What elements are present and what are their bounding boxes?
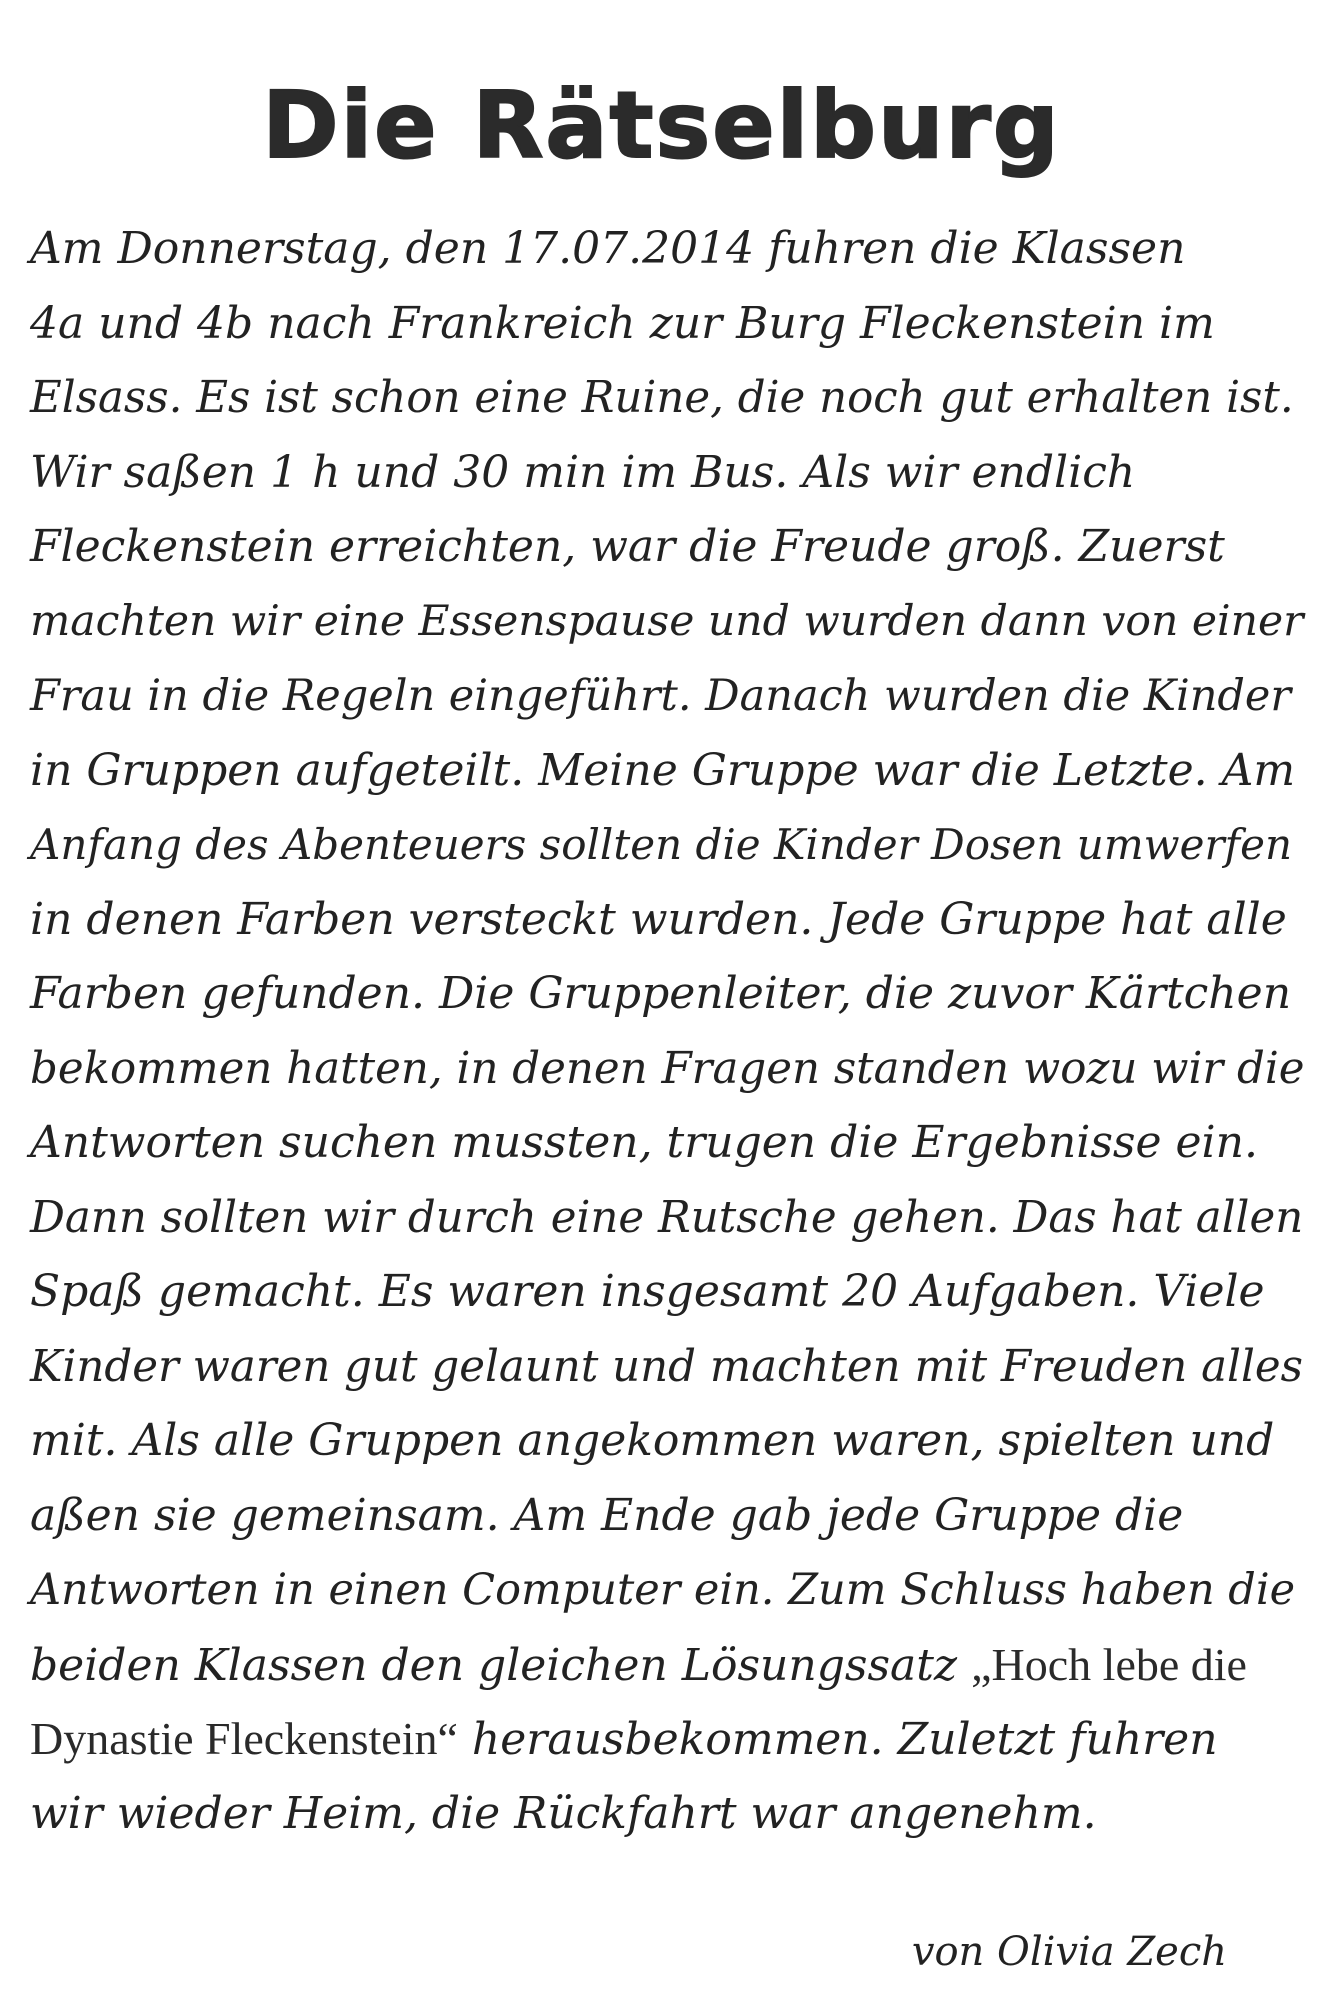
text-line: in Gruppen aufgeteilt. Meine Gruppe war die Letzte. Am [30,744,1296,796]
text-line: Frau in die Regeln eingeführt. Danach wurden die Kinder [30,671,1291,721]
line-text-segment: herausbekommen. Zuletzt fuhren [457,1714,1218,1765]
text-line: Kinder waren gut gelaunt und machten mit Freuden alles [30,1341,1303,1392]
text-line: Antworten suchen mussten, trugen die Ergebnisse ein. [30,1117,1258,1168]
text-line: Farben gefunden. Die Gruppenleiter, die zuvor Kärtchen [30,968,1292,1019]
quoted-solution-sentence-start: „Hoch lebe die [971,1638,1247,1690]
text-line: Am Donnerstag, den 17.07.2014 fuhren die Klassen [30,223,1186,274]
text-line: in denen Farben versteckt wurden. Jede Gruppe hat alle [30,893,1287,945]
text-line: bekommen hatten, in denen Fragen standen wozu wir die [30,1043,1305,1094]
text-line: Dann sollten wir durch eine Rutsche gehen. Das hat allen [30,1192,1304,1243]
author-byline: von Olivia Zech [911,1929,1227,1975]
text-line: Antworten in einen Computer ein. Zum Schluss haben die [30,1565,1296,1615]
text-line: Anfang des Abenteuers sollten die Kinder Dosen umwerfen [30,820,1293,869]
text-line: Fleckenstein erreichten, war die Freude groß. Zuerst [30,521,1225,572]
quoted-solution-sentence-end: Dynastie Fleckenstein“ [30,1713,458,1764]
text-line: aßen sie gemeinsam. Am Ende gab jede Gruppe die [30,1489,1184,1541]
document-title: Die Rätselburg [262,71,1061,179]
text-line: mit. Als alle Gruppen angekommen waren, spielten und [30,1415,1275,1466]
line-text-segment: beiden Klassen den gleichen Lösungssatz [30,1639,972,1691]
text-line: wir wieder Heim, die Rückfahrt war angenehm. [30,1787,1097,1839]
text-line: Elsass. Es ist schon eine Ruine, die noch gut erhalten ist. [30,373,1294,423]
text-line [30,1628,1305,1703]
text-line: Wir saßen 1 h und 30 min im Bus. Als wir endlich [30,446,1136,498]
text-line: 4a und 4b nach Frankreich zur Burg Fleckenstein im [30,297,1215,349]
article-body [30,212,1305,1851]
text-line [30,1702,1305,1777]
text-line: machten wir eine Essenspause und wurden dann von einer [30,596,1304,646]
text-line: Spaß gemacht. Es waren insgesamt 20 Aufgaben. Viele [30,1266,1265,1317]
